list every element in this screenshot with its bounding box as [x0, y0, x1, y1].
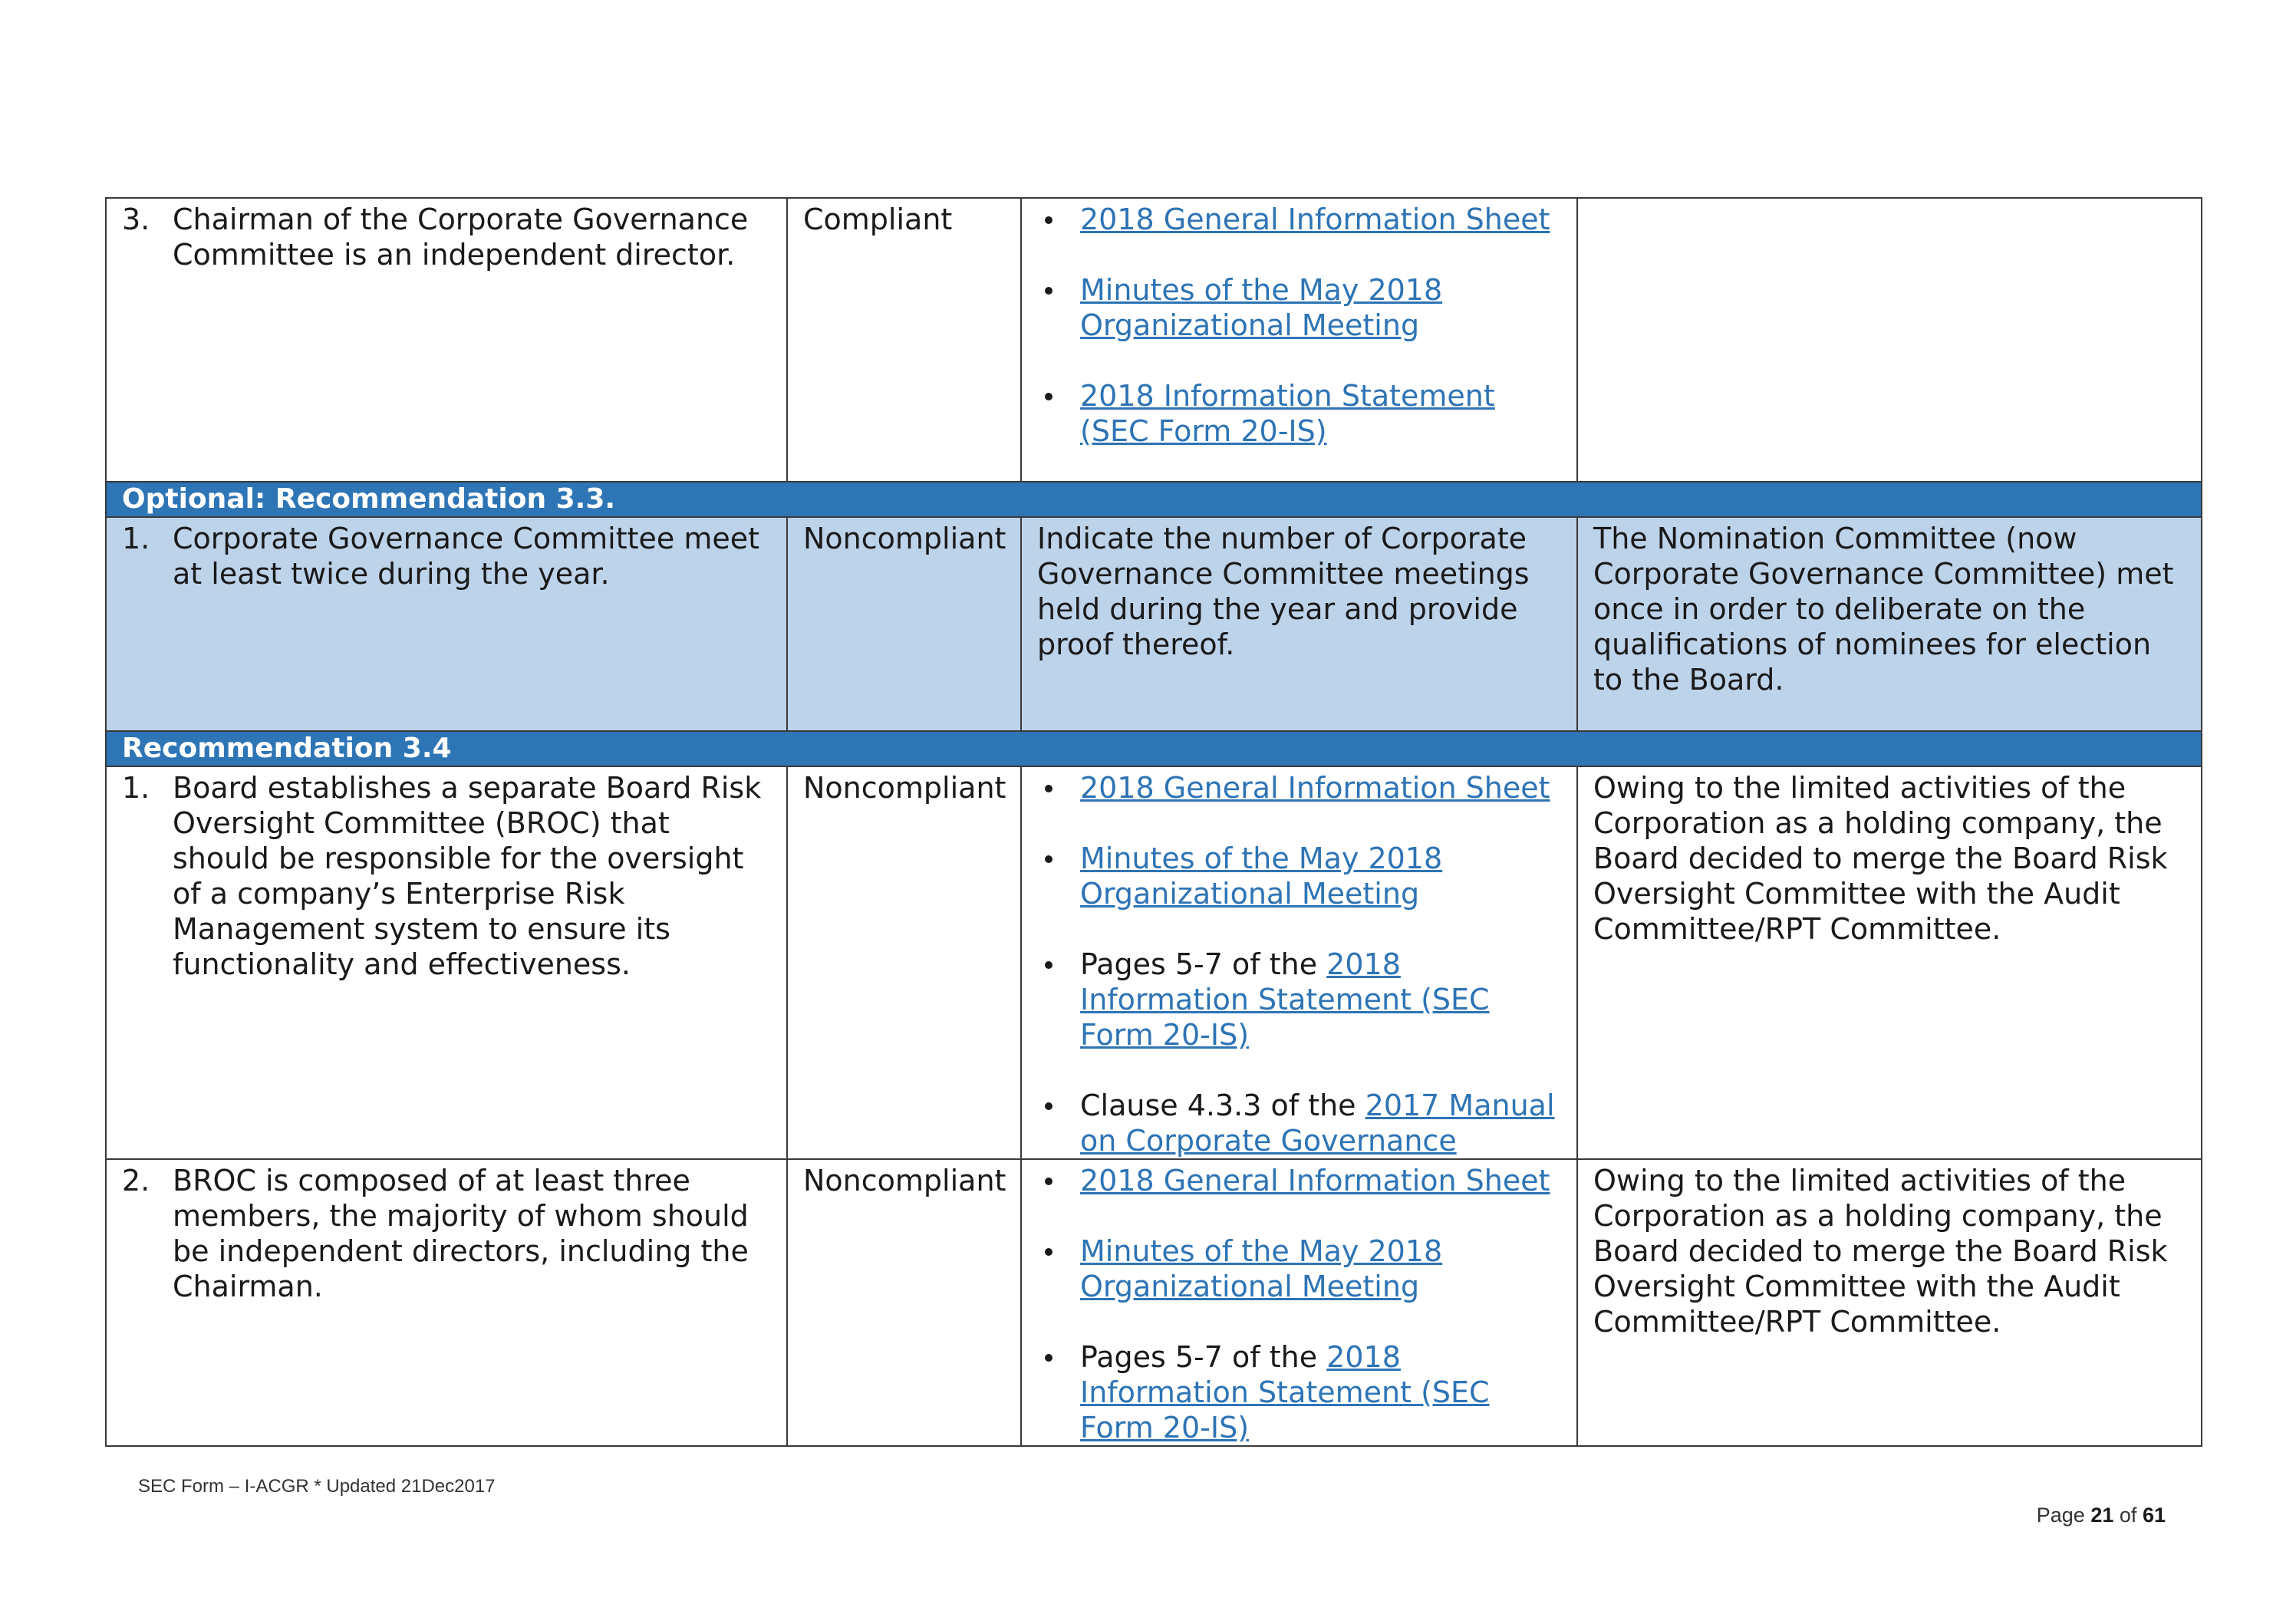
recommendation-cell: 1. Board establishes a separate Board Risk Oversight Committee (BROC) that should be responsible for the oversight of a company’s Enterprise Risk Management system to ensure its functionality and effectiveness.	[106, 766, 787, 1159]
explanation-cell: The Nomination Committee (now Corporate Governance Committee) met once in order to deliberate on the qualifications of nominees for election to the Board.	[1577, 517, 2202, 731]
list-item	[1037, 1234, 1561, 1304]
list-item: Clause 4.3.3 of the 2017 Manual on Corporate Governance	[1037, 1088, 1561, 1158]
explanation-cell: Owing to the limited activities of the Corporation as a holding company, the Board decided to merge the Board Risk Oversight Committee with the Audit Committee/RPT Committee.	[1577, 766, 2202, 1159]
evidence-link[interactable]: Minutes of the May 2018 Organizational Meeting	[1080, 1234, 1443, 1303]
table-row	[106, 1159, 2202, 1446]
list-item	[1037, 202, 1561, 237]
recommendation-cell: 1. Corporate Governance Committee meet at least twice during the year.	[106, 517, 787, 731]
evidence-link[interactable]: Minutes of the May 2018 Organizational Meeting	[1080, 273, 1443, 342]
evidence-link[interactable]: Minutes of the May 2018 Organizational Meeting	[1080, 842, 1443, 911]
explanation-cell: Owing to the limited activities of the Corporation as a holding company, the Board decided to merge the Board Risk Oversight Committee with the Audit Committee/RPT Committee.	[1577, 1159, 2202, 1446]
list-item	[1037, 841, 1561, 911]
recommendation-cell: 2. BROC is composed of at least three members, the majority of whom should be independent directors, including the Chairman.	[106, 1159, 787, 1446]
list-item	[1037, 1163, 1561, 1198]
compliance-status: Noncompliant	[787, 766, 1021, 1159]
list-item	[1037, 770, 1561, 805]
section-header-3-4: Recommendation 3.4	[106, 731, 2202, 766]
explanation-cell	[1577, 198, 2202, 482]
recommendation-cell: 3. Chairman of the Corporate Governance Committee is an independent director.	[106, 198, 787, 482]
evidence-cell: Indicate the number of Corporate Governance Committee meetings held during the year and provide proof thereof.	[1021, 517, 1577, 731]
footer-form-label: SEC Form – I-ACGR * Updated 21Dec2017	[138, 1476, 496, 1497]
evidence-cell	[1021, 766, 1577, 1159]
page-number: Page 21 of 61	[2036, 1504, 2166, 1527]
table-row	[106, 517, 2202, 731]
list-item: Pages 5-7 of the 2018 Information Statement (SEC Form 20-IS)	[1037, 947, 1561, 1052]
evidence-cell	[1021, 1159, 1577, 1446]
governance-table	[105, 197, 2202, 1447]
section-header	[106, 482, 2202, 517]
list-item	[1037, 272, 1561, 343]
evidence-link[interactable]: 2018 General Information Sheet	[1080, 771, 1550, 805]
evidence-link[interactable]: 2018 Information Statement (SEC Form 20-IS)	[1080, 947, 1490, 1052]
list-item	[1037, 378, 1561, 449]
evidence-link[interactable]: 2018 General Information Sheet	[1080, 1164, 1550, 1197]
section-header-optional-3-3: Optional: Recommendation 3.3.	[106, 482, 2202, 517]
table-row	[106, 198, 2202, 482]
evidence-link[interactable]: 2018 Information Statement (SEC Form 20-IS)	[1080, 1340, 1490, 1444]
section-header	[106, 731, 2202, 766]
compliance-status: Noncompliant	[787, 517, 1021, 731]
compliance-status: Compliant	[787, 198, 1021, 482]
evidence-link[interactable]: 2018 Information Statement (SEC Form 20-IS)	[1080, 379, 1495, 448]
compliance-status: Noncompliant	[787, 1159, 1021, 1446]
evidence-cell	[1021, 198, 1577, 482]
evidence-link[interactable]: 2018 General Information Sheet	[1080, 203, 1550, 236]
evidence-link[interactable]: 2017 Manual on Corporate Governance	[1080, 1089, 1555, 1158]
list-item: Pages 5-7 of the 2018 Information Statement (SEC Form 20-IS)	[1037, 1339, 1561, 1445]
table-row	[106, 766, 2202, 1159]
